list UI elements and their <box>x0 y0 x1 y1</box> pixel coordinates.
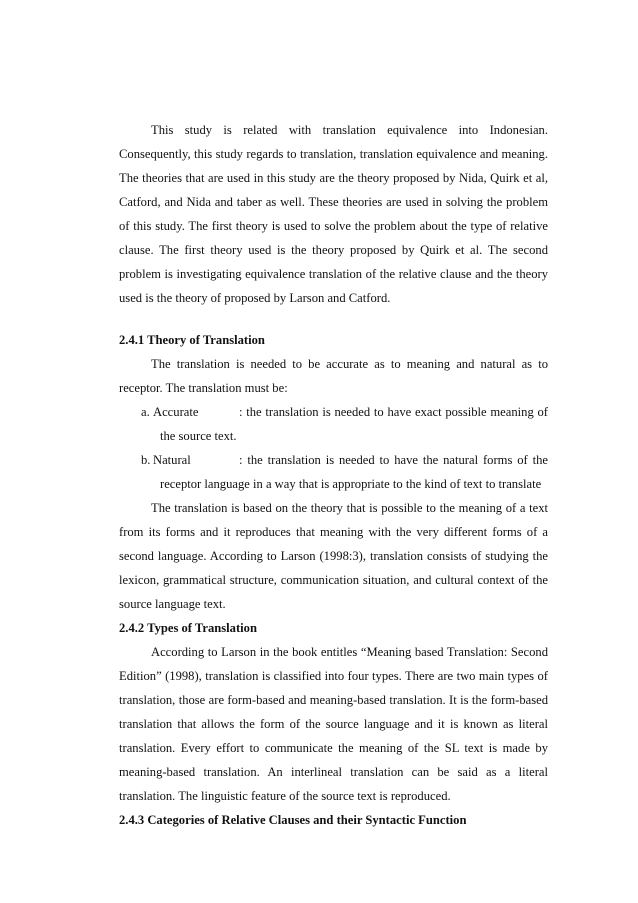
list-item-letter: a. <box>141 405 150 419</box>
list-item-letter: b. <box>141 453 151 467</box>
page-content <box>119 118 548 832</box>
list-item-continuation: the source text. <box>160 429 237 443</box>
list-item-term: Natural <box>153 453 191 467</box>
section-2-4-1-paragraph-1: The translation is needed to be accurate as to meaning and natural as to receptor. The translation must be: <box>119 357 548 395</box>
list-item-term: Accurate <box>153 405 199 419</box>
list-item-description: : the translation is needed to have exact possible meaning of <box>239 405 548 419</box>
paragraph-gap <box>119 310 548 328</box>
intro-paragraph: This study is related with translation equivalence into Indonesian. Consequently, this study regards to translation, translation equivalence and meaning. The theories that are used in this study are the theory proposed by Nida, Quirk et al, Catford, and Nida and taber as well. These theories are used in solving the problem of this study. The first theory is used to solve the problem about the type of relative clause. The first theory used is the theory proposed by Quirk et al. The second problem is investigating equivalence translation of the relative clause and the theory used is the theory of proposed by Larson and Catford. <box>119 123 548 305</box>
list-item-first-line <box>141 448 548 472</box>
list-item-natural <box>141 448 548 496</box>
list-item-first-line <box>141 400 548 424</box>
list-item-description: : the translation is needed to have the natural forms of the <box>239 453 548 467</box>
section-2-4-2-paragraph: According to Larson in the book entitles “Meaning based Translation: Second Edition” (1998), translation is classified into four types. There are two main types of translation, those are form-based and meaning-based translation. It is the form-based translation that allows the form of the source language and it is known as literal translation. Every effort to communicate the meaning of the SL text is made by meaning-based translation. An interlineal translation can be said as a literal translation. The linguistic feature of the source text is reproduced. <box>119 645 548 803</box>
section-2-4-1-paragraph-2: The translation is based on the theory that is possible to the meaning of a text from its forms and it reproduces that meaning with the very different forms of a second language. According to Larson (1998:3), translation consists of studying the lexicon, grammatical structure, communication situation, and cultural context of the source language text. <box>119 501 548 611</box>
section-heading-2-4-1: 2.4.1 Theory of Translation <box>119 333 265 347</box>
section-heading-2-4-3: 2.4.3 Categories of Relative Clauses and their Syntactic Function <box>119 813 467 827</box>
list-item-accurate <box>141 400 548 448</box>
section-heading-2-4-2: 2.4.2 Types of Translation <box>119 621 257 635</box>
list-item-continuation: receptor language in a way that is appropriate to the kind of text to translate <box>160 477 542 491</box>
